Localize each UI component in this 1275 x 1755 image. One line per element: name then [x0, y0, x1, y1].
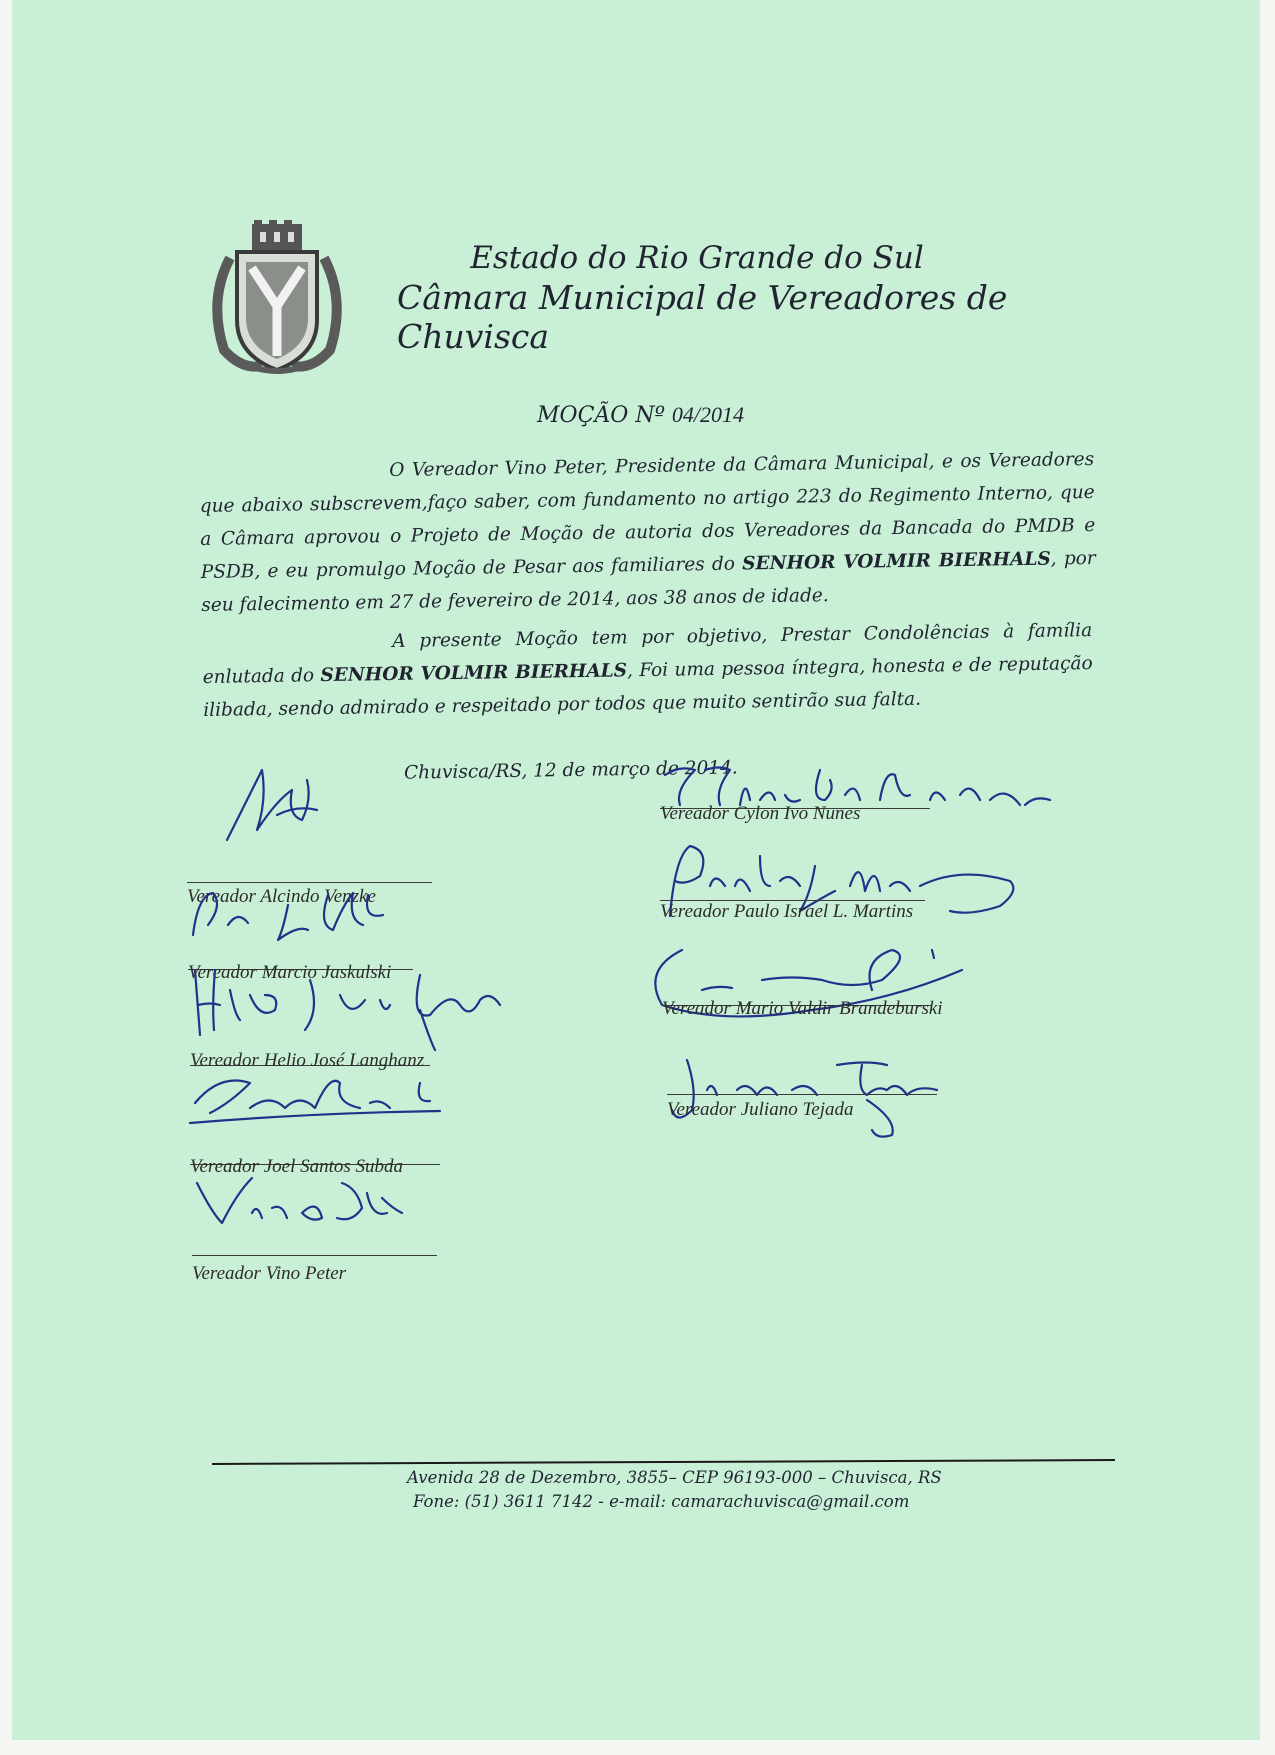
handwritten-signature [217, 760, 337, 850]
paragraph-2 [202, 614, 1093, 727]
handwritten-signature [188, 885, 408, 945]
signatory-marcio: Vereador Marcio Jaskulski [188, 962, 392, 983]
signatory-alcindo: Vereador Alcindo Venzke [187, 886, 376, 907]
handwritten-signature [190, 1063, 450, 1133]
paragraph-1 [199, 443, 1096, 622]
signatory-vino: Vereador Vino Peter [192, 1263, 347, 1284]
signatory-paulo: Vereador Paulo Israel L. Martins [660, 901, 914, 922]
dateline: Chuvisca/RS, 12 de março de 2014. [403, 757, 738, 784]
signatory-mario: Vereador Mario Valdir Brandeburski [662, 998, 943, 1019]
deceased-name-1: SENHOR VOLMIR BIERHALS [742, 548, 1051, 575]
letterhead-state: Estado do Rio Grande do Sul [470, 240, 924, 276]
motion-label: MOÇÃO Nº [537, 403, 665, 428]
letterhead [397, 240, 1077, 356]
letterhead-chamber: Câmara Municipal de Vereadores de Chuvisca [397, 278, 1008, 356]
handwritten-signature [667, 1050, 957, 1140]
paragraph-1-text: O Vereador Vino Peter, Presidente da Câmara Municipal, e os Vereadores que abaixo subscrevem,faço saber, com fundamento no artigo 223 do Regimento Interno, que a Câmara aprovou o Projeto de Moção de autoria dos Vereadores da Bancada do PMDB e PSDB, e eu promulgo Moção de Pesar aos familiares do [199, 448, 1096, 583]
motion-number: 04/2014 [671, 402, 745, 427]
handwritten-signature [192, 1173, 412, 1233]
motion-title [537, 402, 744, 428]
handwritten-signature [190, 960, 520, 1050]
paragraph-2-end: , Foi uma pessoa íntegra, honesta e de reputação ilibada, sendo admirado e respeitado por todos que muito sentirão sua falta. [203, 653, 1093, 721]
footer-address: Avenida 28 de Dezembro, 3855– CEP 96193-000 – Chuvisca, RS [407, 1468, 942, 1487]
deceased-name-2: SENHOR VOLMIR BIERHALS [320, 660, 628, 687]
signatory-juliano: Vereador Juliano Tejada [667, 1099, 854, 1120]
footer-contact: Fone: (51) 3611 7142 - e-mail: camarachuvisca@gmail.com [413, 1492, 910, 1511]
signatory-cylon: Vereador Cylon Ivo Nunes [660, 803, 861, 824]
signatory-joel: Vereador Joel Santos Subda [190, 1156, 404, 1177]
paragraph-2-text: A presente Moção tem por objetivo, Prestar Condolências à família enlutada do [202, 620, 1093, 688]
document-page [12, 0, 1260, 1740]
footer-divider [212, 1459, 1115, 1465]
signatory-helio: Vereador Helio José Langhanz [190, 1050, 425, 1071]
footer [407, 1466, 1107, 1514]
paragraph-1-end: , por seu falecimento em 27 de fevereiro de 2014, aos 38 anos de idade. [201, 547, 1096, 616]
